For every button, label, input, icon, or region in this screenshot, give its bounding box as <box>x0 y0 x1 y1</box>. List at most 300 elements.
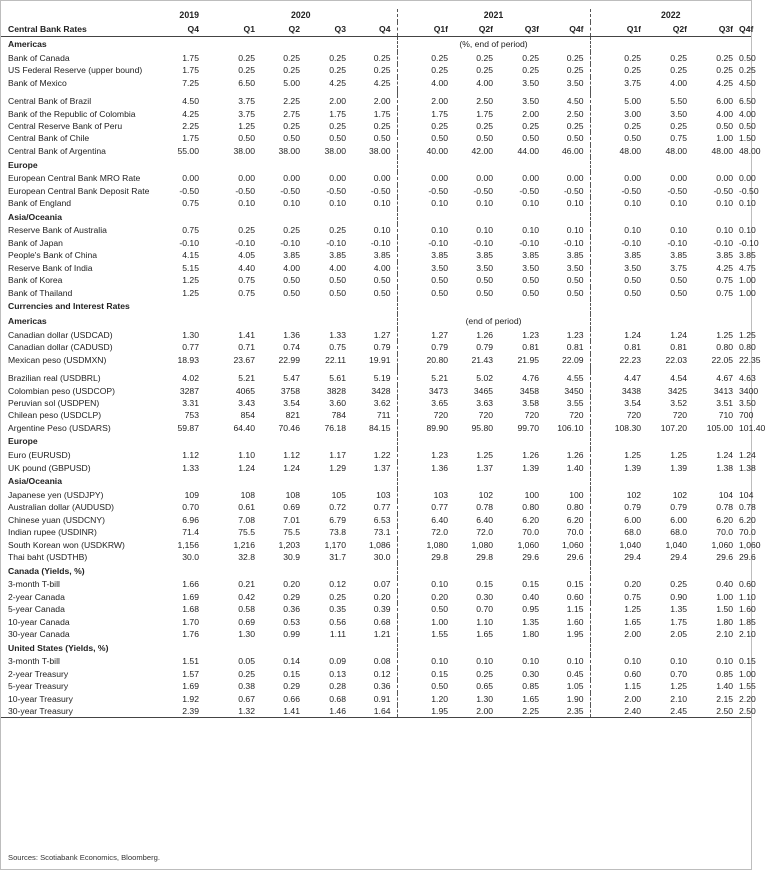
row-value: 1.25 <box>739 329 756 340</box>
row-value: 1.39 <box>670 462 688 473</box>
row-value: 0.25 <box>238 65 255 76</box>
row-value: 0.25 <box>283 53 300 63</box>
section-spacer <box>161 640 205 655</box>
section-spacer <box>647 640 693 655</box>
table-row <box>1 197 751 209</box>
section-spacer <box>261 157 306 172</box>
row-value: 1.30 <box>182 329 199 340</box>
row-value: 2.00 <box>522 108 540 119</box>
row-label: Reserve Bank of India <box>8 262 93 273</box>
row-value: 0.79 <box>624 502 642 513</box>
row-value: 0.75 <box>624 591 642 602</box>
row-value: 0.25 <box>476 53 494 63</box>
row-value: 0.30 <box>522 668 540 679</box>
section-spacer <box>352 640 397 655</box>
row-value: 2.50 <box>476 96 494 107</box>
section-spacer <box>693 37 739 53</box>
row-value: 0.50 <box>329 133 346 144</box>
row-value: 4.00 <box>352 262 397 274</box>
row-value: 0.00 <box>329 173 346 184</box>
row-value: 1.24 <box>283 462 300 473</box>
row-value: 0.25 <box>352 52 397 64</box>
row-value: 0.80 <box>739 342 756 353</box>
row-value: 1,080 <box>426 539 449 550</box>
table-row <box>1 372 751 384</box>
row-value: 6.50 <box>739 96 756 107</box>
row-value: 0.50 <box>329 275 346 286</box>
row-value: 46.00 <box>545 145 590 157</box>
row-value: 38.00 <box>324 145 346 156</box>
row-value: -0.50 <box>352 185 397 197</box>
row-value: 0.15 <box>283 668 300 679</box>
row-value: 0.70 <box>476 604 494 615</box>
table-row <box>1 274 751 286</box>
row-value: 0.50 <box>283 275 300 286</box>
row-value: 100 <box>545 489 590 501</box>
row-value: 1.55 <box>431 629 449 640</box>
row-label: Bank of Japan <box>8 237 63 248</box>
row-value: 1.65 <box>522 693 540 704</box>
row-value: 3.50 <box>431 262 449 273</box>
row-value: 0.75 <box>182 198 199 209</box>
row-value: 1.40 <box>716 681 734 692</box>
section-spacer <box>647 563 693 578</box>
row-value: 1,216 <box>233 539 255 550</box>
row-value: 1.70 <box>182 616 199 627</box>
quarter-header: Q3 <box>306 22 352 37</box>
row-value: 0.99 <box>283 629 300 640</box>
row-value: 0.20 <box>431 591 449 602</box>
row-value: 102 <box>478 489 494 500</box>
row-value: 21.95 <box>517 354 540 365</box>
row-value: 0.13 <box>329 668 346 679</box>
row-value: 1.00 <box>739 287 756 298</box>
row-value: 0.65 <box>476 681 494 692</box>
row-value: 720 <box>524 410 540 421</box>
row-value: 0.25 <box>352 64 397 76</box>
row-value: 0.10 <box>670 225 688 236</box>
section-spacer <box>693 434 739 449</box>
row-value: 0.10 <box>545 197 590 209</box>
row-value: 0.29 <box>283 681 300 692</box>
row-value: 5.47 <box>283 373 300 384</box>
row-value: -0.50 <box>621 185 642 196</box>
row-value: 700 <box>739 410 754 421</box>
row-value: 0.61 <box>238 502 255 513</box>
row-label: Central Bank of Argentina <box>8 145 106 156</box>
row-value: 1.75 <box>182 133 199 144</box>
row-value: 1.25 <box>670 681 688 692</box>
section-spacer <box>261 299 306 314</box>
row-label: Euro (EURUSD) <box>8 450 71 461</box>
row-value: 2.40 <box>590 705 647 718</box>
row-value: 2.00 <box>624 693 642 704</box>
row-value: 1.64 <box>352 705 397 718</box>
section-unit-note <box>397 157 590 172</box>
row-value: 68.0 <box>670 527 688 538</box>
row-value: 0.75 <box>329 342 346 353</box>
row-value: 0.25 <box>670 579 688 590</box>
row-value: 6.20 <box>716 514 734 525</box>
row-value: 3428 <box>352 385 397 397</box>
row-value: 0.50 <box>352 132 397 144</box>
row-value: 1.68 <box>182 604 199 615</box>
row-value: 1.32 <box>205 705 261 718</box>
row-value: 0.50 <box>522 287 540 298</box>
section-spacer <box>205 474 261 489</box>
section-spacer <box>352 157 397 172</box>
row-value: 4.76 <box>522 373 540 384</box>
row-value: 3.85 <box>476 250 494 261</box>
row-value: 0.15 <box>476 579 494 590</box>
row-value: 0.50 <box>670 287 688 298</box>
row-value: 0.77 <box>182 342 199 353</box>
row-value: 3.50 <box>670 108 688 119</box>
row-label: Central Bank of Brazil <box>8 96 92 107</box>
section-header-row <box>1 209 751 224</box>
row-value: 99.70 <box>517 422 540 433</box>
row-value: 3.85 <box>624 250 642 261</box>
row-value: 32.8 <box>238 552 255 562</box>
row-value: 720 <box>626 410 642 421</box>
row-value: -0.10 <box>473 237 494 248</box>
row-label: Chinese yuan (USDCNY) <box>8 514 105 525</box>
row-value: 1.75 <box>670 616 688 627</box>
row-value: 0.50 <box>624 287 642 298</box>
row-value: 0.50 <box>545 132 590 144</box>
row-label: European Central Bank Deposit Rate <box>8 185 150 196</box>
quarter-header: Q1 <box>205 22 261 37</box>
row-value: 101.40 <box>739 422 765 433</box>
row-value: 1,060 <box>517 539 540 550</box>
table-row <box>1 449 751 461</box>
section-spacer <box>590 563 647 578</box>
row-value: 75.5 <box>238 527 255 538</box>
quarter-header: Q2f <box>647 22 693 37</box>
section-title: Currencies and Interest Rates <box>8 301 130 312</box>
row-value: 0.10 <box>522 198 540 209</box>
row-value: 0.79 <box>476 342 494 353</box>
section-header-row <box>1 299 751 314</box>
row-value: 1.41 <box>238 329 255 340</box>
row-value: 0.70 <box>670 668 688 679</box>
row-value: 30.0 <box>352 551 397 563</box>
row-value: 0.90 <box>670 591 688 602</box>
row-value: 22.05 <box>711 354 734 365</box>
row-label: Colombian peso (USDCOP) <box>8 385 115 396</box>
row-value: 1.22 <box>352 449 397 461</box>
row-value: 0.78 <box>716 502 734 513</box>
row-label: Bank of Korea <box>8 275 63 286</box>
row-value: 1.75 <box>431 108 449 119</box>
row-value: 0.50 <box>476 133 494 144</box>
row-value: 0.25 <box>670 53 688 63</box>
row-value: -0.50 <box>739 185 759 196</box>
row-value: 4.00 <box>739 108 756 119</box>
row-value: 0.50 <box>431 681 449 692</box>
row-value: 29.8 <box>431 552 449 562</box>
year-header-spacer <box>1 9 161 22</box>
row-value: 0.50 <box>739 53 756 63</box>
row-value: 22.23 <box>619 354 642 365</box>
row-value: 0.10 <box>431 656 449 667</box>
row-value: 1.66 <box>182 579 199 590</box>
row-value: 3.85 <box>431 250 449 261</box>
row-value: 48.00 <box>665 145 688 156</box>
year-2022: 2022 <box>661 10 681 21</box>
row-value: 0.10 <box>545 224 590 236</box>
row-value: 0.20 <box>624 579 642 590</box>
row-value: 29.4 <box>670 552 688 562</box>
row-value: 0.10 <box>670 198 688 209</box>
section-spacer <box>205 37 261 53</box>
row-value: 1.24 <box>716 450 734 461</box>
row-value: 6.00 <box>716 96 734 107</box>
table-row <box>1 237 751 249</box>
row-value: -0.50 <box>326 185 346 196</box>
table-row <box>1 655 751 667</box>
row-value: 72.0 <box>476 527 494 538</box>
row-label: 2-year Treasury <box>8 668 69 679</box>
row-value: 1.75 <box>182 53 199 63</box>
section-spacer <box>739 209 751 224</box>
row-value: 105.00 <box>706 422 734 433</box>
table-row <box>1 385 751 397</box>
section-spacer <box>352 434 397 449</box>
row-value: 3.31 <box>182 397 199 408</box>
row-value: -0.10 <box>235 237 255 248</box>
row-value: 75.5 <box>283 527 300 538</box>
row-value: 0.25 <box>476 668 494 679</box>
section-title: Europe <box>8 159 38 170</box>
quarter-header: Q3f <box>693 22 739 37</box>
row-value: 0.25 <box>431 53 449 63</box>
table-row <box>1 249 751 261</box>
row-value: 3.55 <box>545 397 590 409</box>
row-value: 1.24 <box>238 462 255 473</box>
row-value: 4.25 <box>352 77 397 89</box>
row-value: 1.75 <box>329 108 346 119</box>
row-value: 0.21 <box>238 579 255 590</box>
row-value: 0.79 <box>352 341 397 353</box>
section-spacer <box>352 563 397 578</box>
row-value: 3400 <box>739 385 759 396</box>
table-row <box>1 95 751 107</box>
row-value: -0.50 <box>713 185 734 196</box>
row-value: 1.95 <box>397 705 454 718</box>
table-row <box>1 551 751 563</box>
table-row <box>1 526 751 538</box>
row-value: 0.78 <box>739 502 756 513</box>
row-value: 3.85 <box>522 250 540 261</box>
row-value: 1,060 <box>711 539 734 550</box>
row-value: 4.25 <box>716 262 734 273</box>
row-value: 6.20 <box>545 514 590 526</box>
table-row <box>1 64 751 76</box>
row-value: 4.05 <box>238 250 255 261</box>
section-spacer <box>693 563 739 578</box>
row-value: -0.10 <box>739 237 759 248</box>
row-value: 0.85 <box>716 668 734 679</box>
row-value: 1.30 <box>238 629 255 640</box>
quarter-header: Q4f <box>739 22 751 37</box>
row-value: 1.00 <box>431 616 449 627</box>
row-value: -0.50 <box>235 185 255 196</box>
section-header-row <box>1 157 751 172</box>
row-value: 6.53 <box>352 514 397 526</box>
row-value: 0.50 <box>670 275 688 286</box>
row-value: 1.35 <box>522 616 540 627</box>
section-unit-note <box>397 640 590 655</box>
row-value: 2.45 <box>647 705 693 718</box>
row-value: 1.69 <box>182 591 199 602</box>
row-value: 1.38 <box>716 462 734 473</box>
row-value: 108 <box>240 489 255 500</box>
row-value: 2.25 <box>283 96 300 107</box>
section-spacer <box>205 434 261 449</box>
row-value: 0.50 <box>545 287 590 299</box>
section-spacer <box>306 314 352 329</box>
table-row <box>1 132 751 144</box>
section-spacer <box>693 474 739 489</box>
row-value: 19.91 <box>352 354 397 366</box>
row-value: 1.26 <box>545 449 590 461</box>
row-label: Bank of England <box>8 198 72 209</box>
row-value: 4.25 <box>182 108 199 119</box>
row-value: 0.10 <box>283 198 300 209</box>
row-value: 0.50 <box>739 121 756 132</box>
row-value: 2.00 <box>431 96 449 107</box>
row-value: 4.50 <box>182 96 199 107</box>
row-value: 0.25 <box>476 65 494 76</box>
row-value: 1,040 <box>665 539 688 550</box>
row-value: 29.8 <box>476 552 494 562</box>
row-value: 1.27 <box>352 329 397 341</box>
row-value: 0.50 <box>716 121 734 132</box>
row-label: Thai baht (USDTHB) <box>8 552 88 562</box>
row-label: 10-year Canada <box>8 616 70 627</box>
row-value: 0.50 <box>431 275 449 286</box>
row-value: 3.85 <box>670 250 688 261</box>
table-row <box>1 397 751 409</box>
row-value: 30.9 <box>283 552 300 562</box>
row-value: 1,080 <box>471 539 494 550</box>
table-row <box>1 489 751 501</box>
row-value: 4.00 <box>670 77 688 88</box>
row-value: 6.96 <box>182 514 199 525</box>
row-value: 0.91 <box>352 693 397 705</box>
section-spacer <box>306 434 352 449</box>
row-value: 1.23 <box>431 450 449 461</box>
row-label: People's Bank of China <box>8 250 98 261</box>
row-value: 0.69 <box>283 502 300 513</box>
row-value: 4.50 <box>739 77 756 88</box>
row-value: 4065 <box>235 385 255 396</box>
row-value: 3.43 <box>238 397 255 408</box>
section-spacer <box>352 314 397 329</box>
row-value: 3828 <box>326 385 346 396</box>
table-row <box>1 77 751 89</box>
row-value: 1.37 <box>352 462 397 474</box>
row-value: 89.90 <box>426 422 449 433</box>
row-value: 22.99 <box>278 354 300 365</box>
row-value: 1.15 <box>545 603 590 615</box>
row-label: Reserve Bank of Australia <box>8 225 107 236</box>
row-value: 1.25 <box>238 121 255 132</box>
row-value: 84.15 <box>352 422 397 434</box>
row-value: 1,170 <box>324 539 346 550</box>
table-row <box>1 185 751 197</box>
section-spacer <box>261 434 306 449</box>
row-value: 70.0 <box>522 527 540 538</box>
row-value: 0.70 <box>182 502 199 513</box>
row-value: 2.00 <box>329 96 346 107</box>
table-row <box>1 680 751 692</box>
row-label: South Korean won (USDKRW) <box>8 539 125 550</box>
row-value: 103 <box>352 489 397 501</box>
row-value: 0.25 <box>283 65 300 76</box>
section-title: Europe <box>8 436 38 447</box>
row-label: Central Reserve Bank of Peru <box>8 121 123 132</box>
section-spacer <box>647 314 693 329</box>
row-value: 0.25 <box>739 65 756 76</box>
row-value: 1,086 <box>352 539 397 551</box>
table-row <box>1 172 751 184</box>
row-value: 1.10 <box>476 616 494 627</box>
row-value: 0.75 <box>182 225 199 236</box>
row-value: 0.79 <box>670 502 688 513</box>
row-value: 2.05 <box>670 629 688 640</box>
row-value: 0.80 <box>522 502 540 513</box>
row-value: 44.00 <box>517 145 540 156</box>
quarter-header: Q2f <box>454 22 499 37</box>
row-value: 1.37 <box>476 462 494 473</box>
row-value: 108.30 <box>614 422 642 433</box>
section-spacer <box>205 209 261 224</box>
section-spacer <box>739 157 751 172</box>
row-value: 0.50 <box>545 274 590 286</box>
row-value: 30.0 <box>182 552 199 562</box>
row-value: 0.10 <box>739 225 756 236</box>
row-value: 0.10 <box>624 198 642 209</box>
row-value: 0.50 <box>431 604 449 615</box>
row-value: 0.81 <box>624 342 642 353</box>
row-value: 0.50 <box>283 133 300 144</box>
row-value: 0.50 <box>522 275 540 286</box>
row-value: 1.36 <box>283 329 300 340</box>
row-value: 4.55 <box>545 372 590 384</box>
section-spacer <box>261 37 306 53</box>
section-spacer <box>261 209 306 224</box>
section-spacer <box>352 209 397 224</box>
row-value: 3.54 <box>624 397 642 408</box>
row-value: 71.4 <box>182 527 199 538</box>
section-spacer <box>590 299 647 314</box>
row-value: 29.6 <box>545 551 590 563</box>
row-value: 6.79 <box>329 514 346 525</box>
section-spacer <box>647 37 693 53</box>
row-value: 4.63 <box>739 373 756 384</box>
row-value: 0.00 <box>476 173 494 184</box>
row-label: 30-year Treasury <box>1 705 161 718</box>
row-value: 1.39 <box>624 462 642 473</box>
section-spacer <box>205 299 261 314</box>
table-row <box>1 329 751 341</box>
section-spacer <box>352 299 397 314</box>
row-value: 6.50 <box>238 77 255 88</box>
section-unit-note <box>397 434 590 449</box>
row-value: 70.0 <box>545 526 590 538</box>
